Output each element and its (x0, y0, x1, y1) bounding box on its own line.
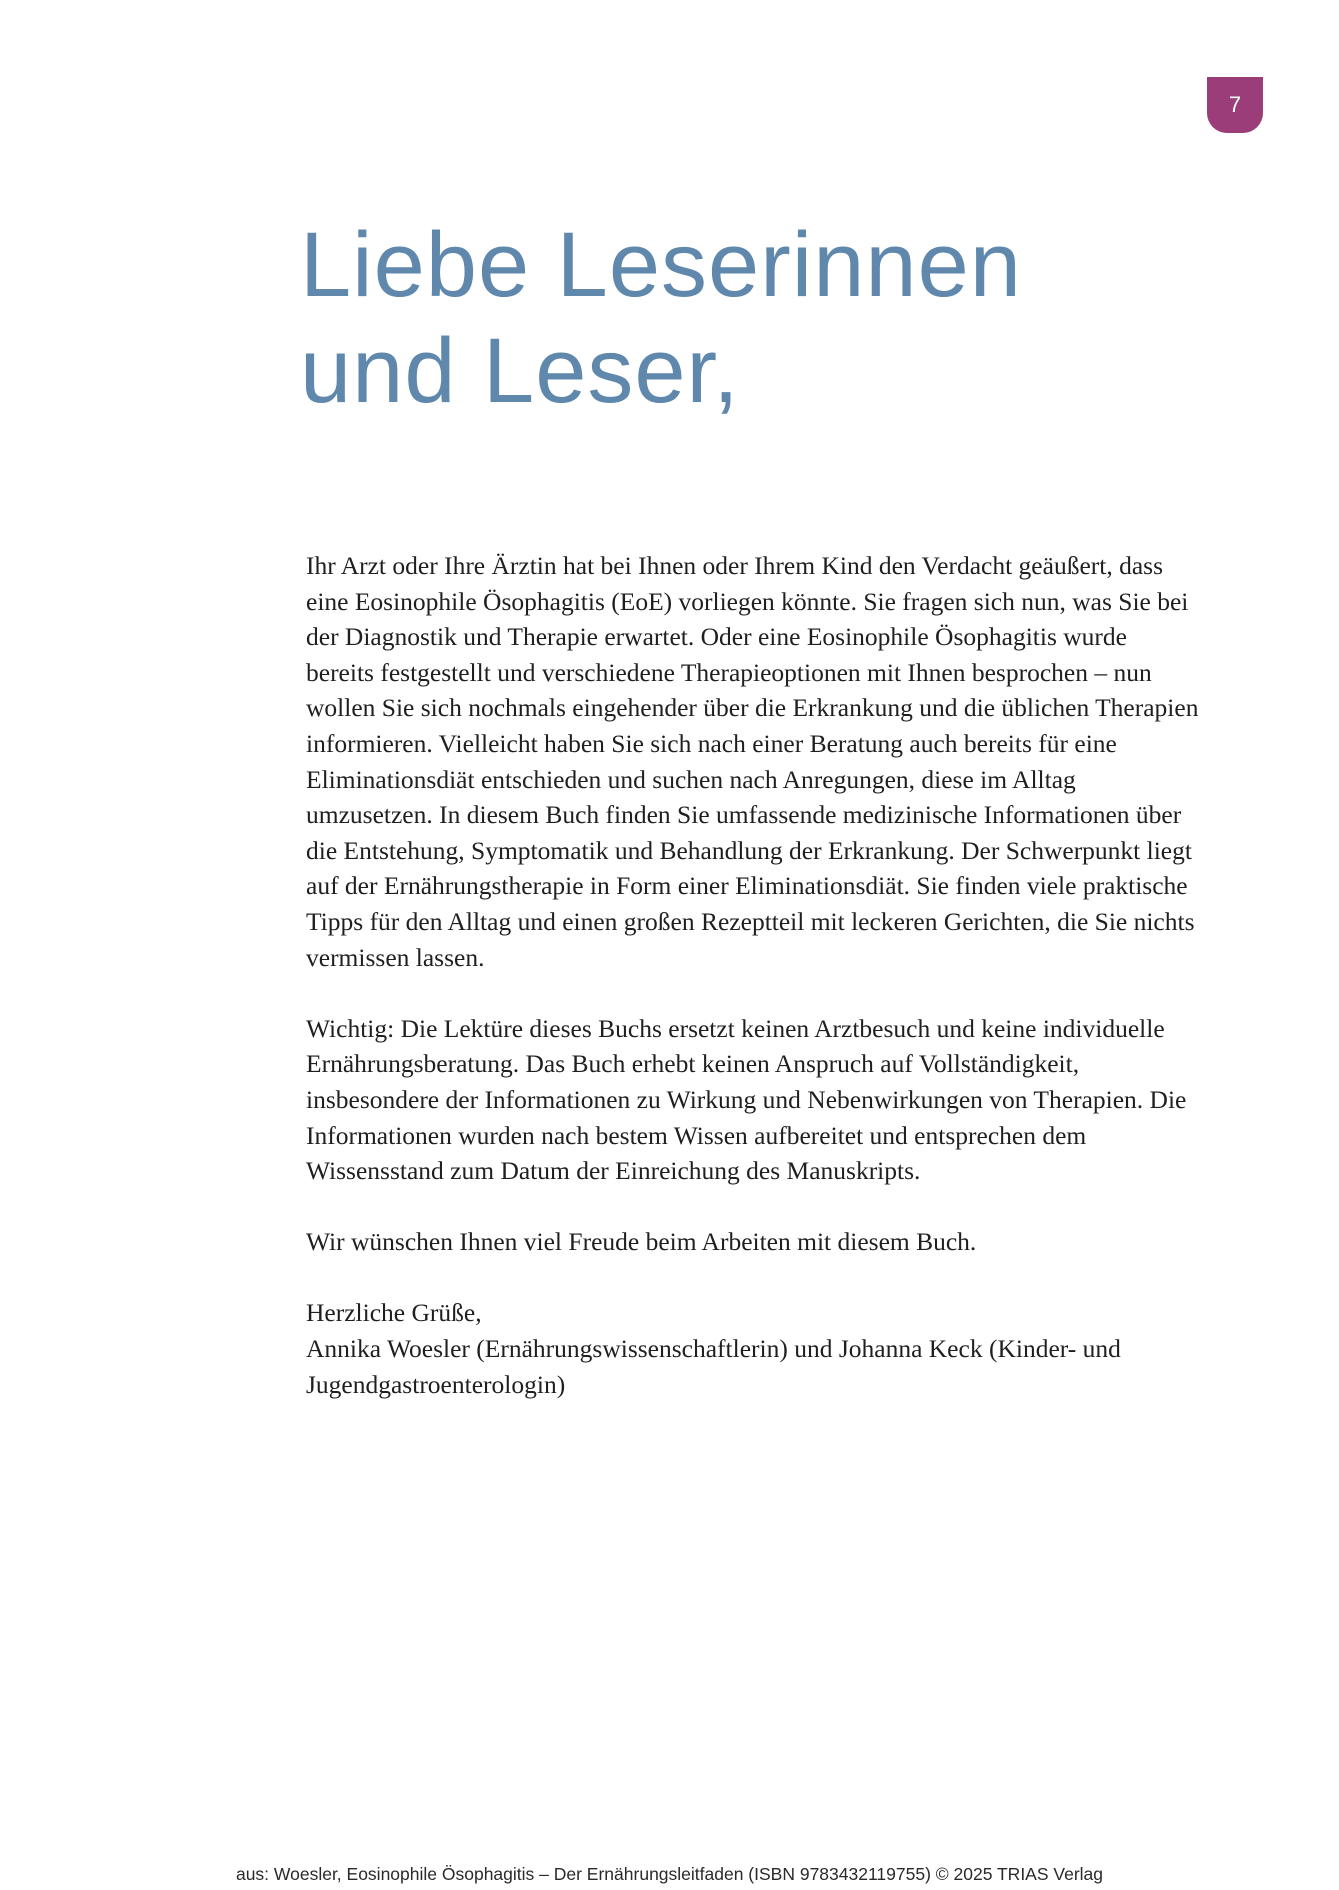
title-line-1: Liebe Leserinnen (300, 214, 1022, 316)
disclaimer-paragraph: Wichtig: Die Lektüre dieses Buchs ersetzt keinen Arztbesuch und keine individuelle Ernährungsberatung. Das Buch erhebt keinen Anspruch auf Vollständigkeit, insbesondere der Informationen zu Wirkung und Nebenwirkungen von Therapien. Die Informationen wurden nach bestem Wissen aufbereitet und entsprechen dem Wissensstand zum Datum der Einreichung des Manuskripts. (306, 1013, 1187, 1186)
title-line-2: und Leser, (300, 320, 740, 422)
intro-paragraph: Ihr Arzt oder Ihre Ärztin hat bei Ihnen oder Ihrem Kind den Verdacht geäußert, dass eine Eosinophile Ösophagitis (EoE) vorliegen könnte. Sie fragen sich nun, was Sie bei der Diagnostik und Therapie erwartet. Oder eine Eosinophile Ösophagitis wurde bereits festgestellt und verschiedene Therapieoptionen mit Ihnen besprochen – nun wollen Sie sich nochmals eingehender über die Erkrankung und die üblichen Therapien informieren. Vielleicht haben Sie sich nach einer Beratung auch bereits für eine Eliminationsdiät entschieden und suchen nach Anregungen, diese im Alltag umzusetzen. In diesem Buch finden Sie umfassende medizinische Informationen über die Entstehung, Symptomatik und Behandlung der Erkrankung. Der Schwerpunkt liegt auf der Ernährungstherapie in Form einer Eliminationsdiät. Sie finden viele praktische Tipps für den Alltag und einen großen Rezeptteil mit leckeren Gerichten, die Sie nichts vermissen lassen. (306, 551, 1199, 972)
source-footer: aus: Woesler, Eosinophile Ösophagitis – Der Ernährungsleitfaden (ISBN 9783432119755) © 2025 TRIAS Verlag (235, 1864, 1104, 1884)
page-title (300, 212, 1022, 424)
greeting-line: Herzliche Grüße, (306, 1298, 482, 1328)
letter-body (306, 548, 1200, 1402)
signature-line: Annika Woesler (Ernährungswissenschaftlerin) und Johanna Keck (Kinder- und Jugendgastroenterologin) (306, 1334, 1121, 1399)
wish-paragraph: Wir wünschen Ihnen viel Freude beim Arbeiten mit diesem Buch. (306, 1227, 977, 1257)
page-number-badge: 7 (1207, 77, 1263, 133)
